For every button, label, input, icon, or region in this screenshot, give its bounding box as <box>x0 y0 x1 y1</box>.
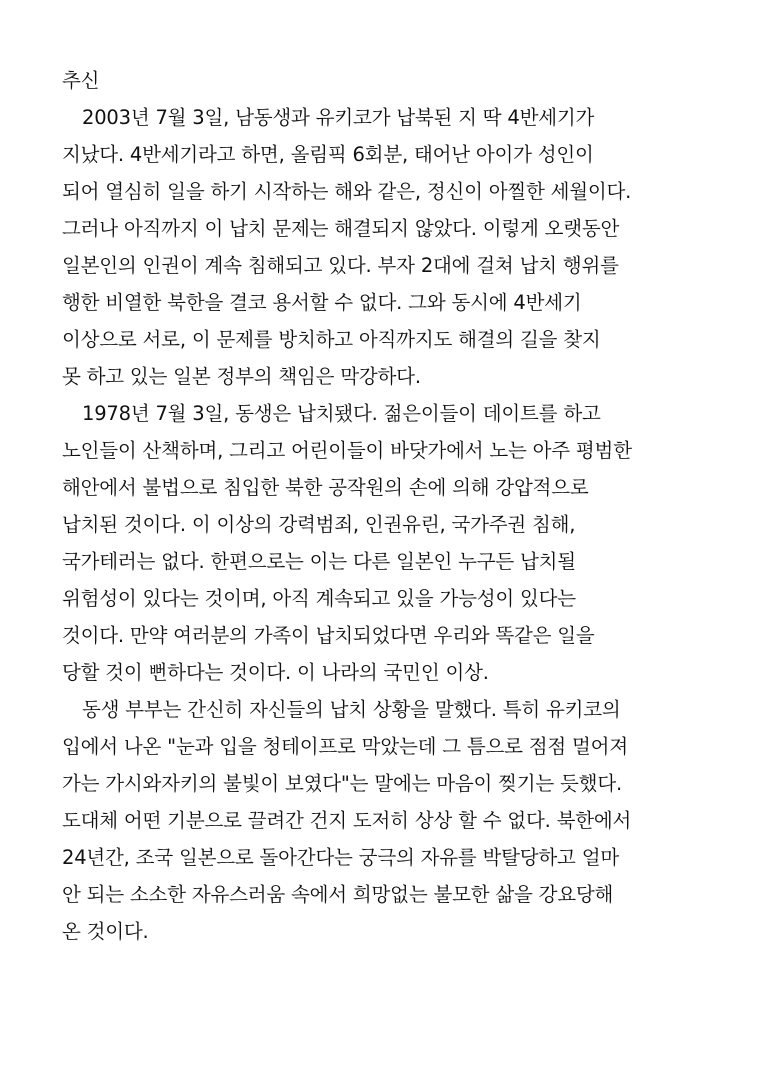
text-line: 동생 부부는 간신히 자신들의 납치 상황을 말했다. 특히 유키코의 <box>82 698 621 721</box>
text-line: 납치된 것이다. 이 이상의 강력범죄, 인권유린, 국가주권 침해, <box>62 513 576 536</box>
text-line: 위험성이 있다는 것이며, 아직 계속되고 있을 가능성이 있다는 <box>62 587 576 610</box>
text-line: 일본인의 인권이 계속 침해되고 있다. 부자 2대에 걸쳐 납치 행위를 <box>62 254 619 277</box>
text-line: 2003년 7월 3일, 남동생과 유키코가 납북된 지 딱 4반세기가 <box>82 106 595 129</box>
text-line: 안 되는 소소한 자유스러움 속에서 희망없는 불모한 삶을 강요당해 <box>62 883 614 906</box>
text-line: 당할 것이 뻔하다는 것이다. 이 나라의 국민인 이상. <box>62 661 489 684</box>
text-line: 1978년 7월 3일, 동생은 납치됐다. 젊은이들이 데이트를 하고 <box>82 402 601 425</box>
postscript-heading: 추신 <box>62 69 100 92</box>
postscript-text <box>62 62 742 950</box>
text-line: 온 것이다. <box>62 920 149 943</box>
text-line: 그러나 아직까지 이 납치 문제는 해결되지 않았다. 이렇게 오랫동안 <box>62 217 620 240</box>
text-line: 것이다. 만약 여러분의 가족이 납치되었다면 우리와 똑같은 일을 <box>62 624 595 647</box>
text-line: 24년간, 조국 일본으로 돌아간다는 궁극의 자유를 박탈당하고 얼마 <box>62 846 619 869</box>
text-line: 못 하고 있는 일본 정부의 책임은 막강하다. <box>62 365 421 388</box>
text-line: 행한 비열한 북한을 결코 용서할 수 없다. 그와 동시에 4반세기 <box>62 291 582 314</box>
text-line: 지났다. 4반세기라고 하면, 올림픽 6회분, 태어난 아이가 성인이 <box>62 143 594 166</box>
text-line: 도대체 어떤 기분으로 끌려간 건지 도저히 상상 할 수 없다. 북한에서 <box>62 809 632 832</box>
text-line: 이상으로 서로, 이 문제를 방치하고 아직까지도 해결의 길을 찾지 <box>62 328 601 351</box>
text-line: 입에서 나온 "눈과 입을 청테이프로 막았는데 그 틈으로 점점 멀어져 <box>62 735 628 758</box>
text-line: 해안에서 불법으로 침입한 북한 공작원의 손에 의해 강압적으로 <box>62 476 589 499</box>
text-line: 노인들이 산책하며, 그리고 어린이들이 바닷가에서 노는 아주 평범한 <box>62 439 632 462</box>
text-line: 가는 가시와자키의 불빛이 보였다"는 말에는 마음이 찢기는 듯했다. <box>62 772 622 795</box>
text-line: 되어 열심히 일을 하기 시작하는 해와 같은, 정신이 아찔한 세월이다. <box>62 180 632 203</box>
text-line: 국가테러는 없다. 한편으로는 이는 다른 일본인 누구든 납치될 <box>62 550 576 573</box>
